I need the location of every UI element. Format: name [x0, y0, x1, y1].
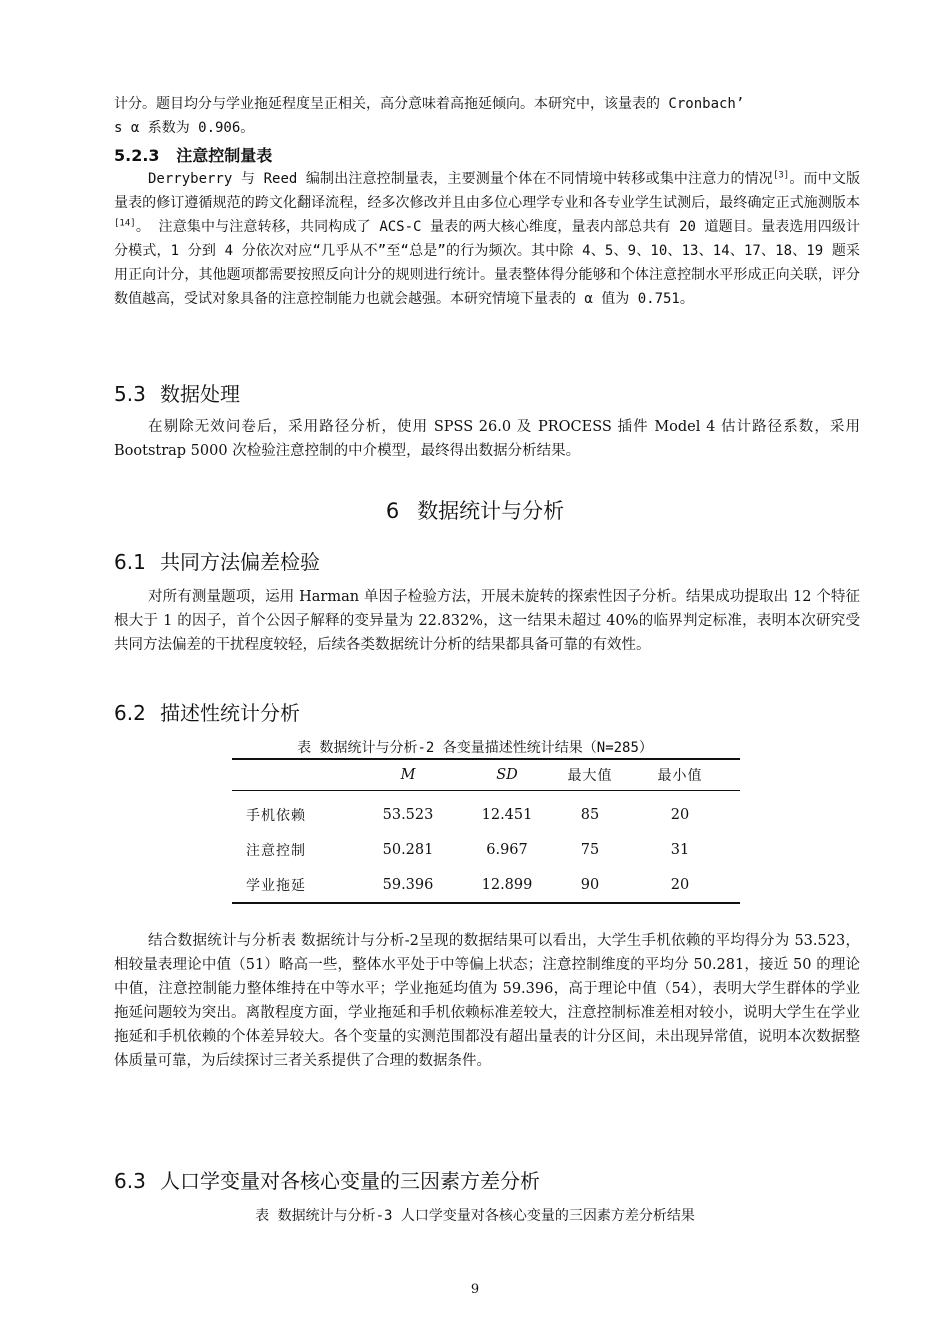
table-cell: 90 — [580, 876, 600, 893]
table-cell: 12.451 — [481, 806, 533, 823]
table-cell: 20 — [670, 876, 690, 893]
table-header-row — [232, 759, 740, 791]
row-label: 学业拖延 — [246, 877, 306, 894]
section-title: 人口学变量对各核心变量的三因素方差分析 — [160, 1169, 540, 1193]
table-row — [232, 832, 740, 867]
descriptive-analysis-paragraph: 结合数据统计与分析表 数据统计与分析-2呈现的数据结果可以看出，大学生手机依赖的平均得分为 53.523，相较量表理论中值（51）略高一些，整体水平处于中等偏上状态；注意控制维度的平均分 50.281，接近 50 的理论中值，注意控制能力整体维持在中等水平；学业拖延均值为 59.396，高于理论中值（54），表明大学生群体的学业拖延问题较为突出。离散程度方面，学业拖延和手机依赖标准差较大，注意控制标准差相对较小，说明大学生在学业拖延和手机依赖的个体差异较大。各个变量的实测范围都没有超出量表的计分区间，未出现异常值，说明本次数据整体质量可靠，为后续探讨三者关系提供了合理的数据条件。 — [114, 933, 860, 1069]
chapter-title: 数据统计与分析 — [417, 499, 565, 523]
section-heading-6-3 — [114, 1165, 540, 1194]
continued-paragraph — [114, 92, 860, 140]
table-cell: 50.281 — [382, 841, 434, 858]
table-caption: 表 数据统计与分析-3 人口学变量对各核心变量的三因素方差分析结果 — [255, 1208, 695, 1224]
common-method-paragraph: 对所有测量题项，运用 Harman 单因子检验方法，开展未旋转的探索性因子分析。结果成功提取出 12 个特征根大于 1 的因子，首个公因子解释的变异量为 22.832%，这一结果未超过 40%的临界判定标准，表明本次研究受共同方法偏差的干扰程度较轻，后续各类数据统计分析的结果都具备可靠的有效性。 — [114, 589, 860, 653]
section-number: 6.1 — [114, 550, 146, 574]
table-cell: 75 — [580, 841, 600, 858]
header-cell: M — [400, 767, 416, 783]
section-number: 5.2.3 — [114, 146, 160, 165]
table-cell: 85 — [580, 806, 600, 823]
text-line: 计分。题目均分与学业拖延程度呈正相关，高分意味着高拖延倾向。本研究中，该量表的 Cronbach’ — [114, 96, 745, 112]
section-heading-5-2-3 — [114, 143, 272, 166]
header-cell: 最小值 — [657, 768, 703, 784]
citation-ref: [3] — [772, 170, 790, 181]
section-number: 5.3 — [114, 382, 146, 406]
header-cell — [232, 759, 362, 791]
header-cell: 最大值 — [567, 768, 613, 784]
header-cell: SD — [496, 767, 518, 783]
table-cell: 6.967 — [486, 841, 528, 858]
text-line: s α 系数为 0.906。 — [114, 120, 255, 136]
section-title: 注意控制量表 — [176, 146, 273, 165]
paragraph-text: 。 注意集中与注意转移，共同构成了 ACS-C 量表的两大核心维度，量表内部总共有 20 道题目。量表选用四级计分模式，1 分到 4 分依次对应“几乎从不”至“总是”的行为频次。其中除 4、5、9、10、13、14、17、18、19 题采用正向计分，其他题项都需要按照反向计分的规则进行统计。量表整体得分能够和个体注意控制水平形成正向关联，评分数值越高，受试对象具备的注意控制能力也就会越强。本研究情境下量表的 α 值为 0.751。 — [114, 219, 860, 307]
table-row — [232, 867, 740, 903]
table-cell: 53.523 — [382, 806, 434, 823]
section-title: 共同方法偏差检验 — [160, 550, 320, 574]
page-number: 9 — [470, 1282, 480, 1297]
data-processing-paragraph: 在剔除无效问卷后，采用路径分析，使用 SPSS 26.0 及 PROCESS 插件 Model 4 估计路径系数，采用 Bootstrap 5000 次检验注意控制的中介模型，最终得出数据分析结果。 — [114, 419, 860, 459]
citation-ref: [14] — [114, 218, 136, 229]
section-heading-6-2 — [114, 697, 300, 726]
table-caption: 表 数据统计与分析-2 各变量描述性统计结果（N=285） — [297, 740, 653, 756]
table-cell: 12.899 — [481, 876, 533, 893]
table-cell: 20 — [670, 806, 690, 823]
section-title: 描述性统计分析 — [160, 701, 300, 725]
paragraph-text: 。而中文版量表的修订遵循规范的跨文化翻译流程，经多次修改并且由多位心理学专业和各专业学生试测后，最终确定正式施测版本 — [114, 171, 861, 211]
table-cell: 59.396 — [382, 876, 434, 893]
paragraph-text: Derryberry 与 Reed 编制出注意控制量表，主要测量个体在不同情境中转移或集中注意力的情况 — [148, 171, 773, 187]
section-title: 数据处理 — [160, 382, 240, 406]
section-number: 6.2 — [114, 701, 146, 725]
chapter-number: 6 — [385, 499, 400, 523]
section-heading-5-3 — [114, 378, 240, 407]
table-row — [232, 791, 740, 833]
row-label: 注意控制 — [246, 842, 306, 859]
row-label: 手机依赖 — [246, 807, 306, 824]
table-cell: 31 — [670, 841, 690, 858]
chapter-heading-6 — [0, 495, 950, 525]
attention-control-paragraph — [114, 167, 860, 311]
section-heading-6-1 — [114, 546, 320, 575]
section-number: 6.3 — [114, 1169, 146, 1193]
descriptive-stats-table — [232, 758, 740, 904]
